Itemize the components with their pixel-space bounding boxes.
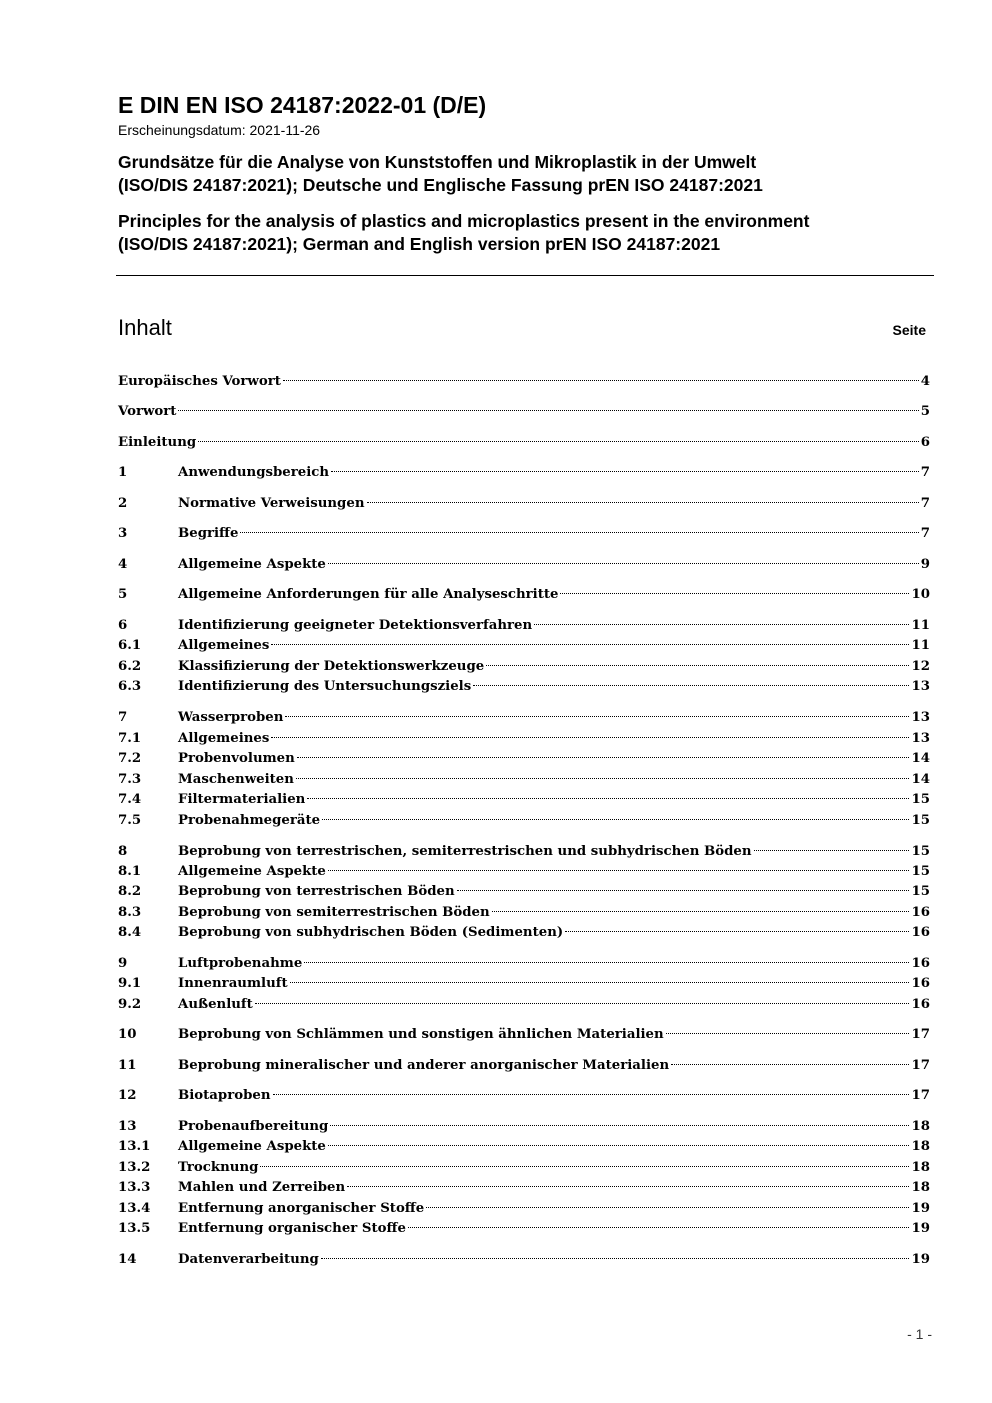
toc-entry-title: Innenraumluft: [178, 976, 288, 991]
toc-entry-title: Maschenweiten: [178, 772, 294, 787]
toc-entry-title: Allgemeines: [178, 638, 270, 653]
toc-entry-title: Einleitung: [118, 435, 197, 450]
toc-dot-leader: [304, 962, 909, 963]
toc-entry-title: Probenvolumen: [178, 751, 295, 766]
toc-entry-title: Beprobung von terrestrischen, semiterrestrischen und subhydrischen Böden: [178, 844, 752, 859]
toc-dot-leader: [271, 737, 909, 738]
toc-entry[interactable]: [118, 1086, 930, 1106]
toc-entry-number: 5: [118, 587, 128, 602]
toc-entry-number: 14: [118, 1252, 137, 1267]
toc-dot-leader: [426, 1207, 909, 1208]
toc-entry-number: 9.1: [118, 976, 142, 991]
toc-entry-title: Luftprobenahme: [178, 956, 303, 971]
toc-entry-title: Allgemeine Aspekte: [178, 557, 326, 572]
toc-entry-page: 10: [911, 587, 930, 602]
toc-entry-number: 8.3: [118, 905, 142, 920]
toc-entry[interactable]: [118, 770, 930, 790]
toc-entry-page: 11: [911, 638, 930, 653]
toc-entry-page: 17: [911, 1027, 930, 1042]
toc-entry[interactable]: [118, 974, 930, 994]
toc-entry[interactable]: [118, 995, 930, 1015]
toc-entry-page: 13: [911, 710, 930, 725]
toc-entry-page: 15: [911, 864, 930, 879]
toc-dot-leader: [534, 624, 909, 625]
toc-dot-leader: [273, 1094, 910, 1095]
toc-dot-leader: [330, 1125, 909, 1126]
toc-entry-title: Probenaufbereitung: [178, 1119, 329, 1134]
toc-entry-page: 17: [911, 1088, 930, 1103]
toc-entry-number: 8.2: [118, 884, 142, 899]
toc-entry-page: 13: [911, 731, 930, 746]
toc-entry-title: Datenverarbeitung: [178, 1252, 319, 1267]
toc-entry-title: Außenluft: [178, 997, 253, 1012]
toc-entry-page: 9: [920, 557, 930, 572]
toc-entry-number: 9: [118, 956, 128, 971]
toc-entry-number: 13.5: [118, 1221, 151, 1236]
toc-entry-number: 2: [118, 496, 128, 511]
toc-entry[interactable]: [118, 1219, 930, 1239]
toc-entry-number: 7.4: [118, 792, 142, 807]
toc-entry-page: 18: [911, 1119, 930, 1134]
toc-dot-leader: [408, 1227, 910, 1228]
toc-entry[interactable]: [118, 1137, 930, 1157]
toc-dot-leader: [367, 502, 919, 503]
title-german: [118, 151, 933, 197]
toc-entry-page: 11: [911, 618, 930, 633]
toc-entry-page: 19: [911, 1221, 930, 1236]
title-english-line-1: Principles for the analysis of plastics and microplastics present in the environment: [118, 211, 810, 231]
toc-entry[interactable]: [118, 636, 930, 656]
toc-dot-leader: [328, 1145, 910, 1146]
toc-dot-leader: [328, 870, 910, 871]
toc-entry[interactable]: [118, 1199, 930, 1219]
document-header: [118, 90, 933, 256]
toc-entry[interactable]: [118, 923, 930, 943]
toc-entry-number: 6: [118, 618, 128, 633]
toc-dot-leader: [666, 1033, 910, 1034]
toc-entry-page: 15: [911, 884, 930, 899]
toc-entry-number: 12: [118, 1088, 137, 1103]
toc-dot-leader: [290, 982, 910, 983]
toc-dot-leader: [560, 593, 909, 594]
toc-dot-leader: [283, 380, 919, 381]
toc-entry-number: 7.5: [118, 813, 142, 828]
toc-entry-page: 14: [911, 751, 930, 766]
toc-dot-leader: [486, 665, 909, 666]
toc-entry-page: 6: [920, 435, 930, 450]
toc-entry[interactable]: [118, 1025, 930, 1045]
toc-dot-leader: [285, 716, 909, 717]
toc-entry[interactable]: [118, 1178, 930, 1198]
toc-entry[interactable]: [118, 402, 930, 422]
toc-dot-leader: [307, 798, 909, 799]
toc-entry-page: 18: [911, 1180, 930, 1195]
toc-entry-title: Anwendungsbereich: [178, 465, 330, 480]
publication-date: Erscheinungsdatum: 2021-11-26: [118, 122, 321, 138]
toc-entry[interactable]: [118, 1117, 930, 1137]
toc-dot-leader: [322, 819, 909, 820]
toc-entry[interactable]: [118, 463, 930, 483]
toc-entry[interactable]: [118, 862, 930, 882]
page-column-label: Seite: [892, 322, 926, 338]
toc-entry-page: 16: [911, 997, 930, 1012]
toc-entry[interactable]: [118, 677, 930, 697]
toc-entry-page: 18: [911, 1139, 930, 1154]
toc-entry-title: Beprobung von semiterrestrischen Böden: [178, 905, 490, 920]
toc-entry[interactable]: [118, 729, 930, 749]
toc-entry-number: 8: [118, 844, 128, 859]
toc-entry[interactable]: [118, 1250, 930, 1270]
toc-dot-leader: [297, 757, 910, 758]
toc-entry-title: Filtermaterialien: [178, 792, 306, 807]
toc-entry-number: 8.4: [118, 925, 142, 940]
toc-dot-leader: [473, 685, 909, 686]
title-english-line-2: (ISO/DIS 24187:2021); German and English version prEN ISO 24187:2021: [118, 234, 721, 254]
toc-entry-number: 13.3: [118, 1180, 151, 1195]
toc-entry-number: 7.1: [118, 731, 142, 746]
toc-dot-leader: [754, 850, 910, 851]
toc-dot-leader: [565, 931, 909, 932]
toc-entry-number: 6.1: [118, 638, 142, 653]
toc-entry-number: 8.1: [118, 864, 142, 879]
toc-entry-number: 7.3: [118, 772, 142, 787]
toc-entry[interactable]: [118, 954, 930, 974]
toc-entry-page: 7: [920, 465, 930, 480]
toc-entry-title: Europäisches Vorwort: [118, 374, 281, 389]
toc-entry-number: 6.2: [118, 659, 142, 674]
toc-entry-page: 16: [911, 925, 930, 940]
toc-entry[interactable]: [118, 585, 930, 605]
toc-entry-page: 19: [911, 1201, 930, 1216]
toc-entry-number: 9.2: [118, 997, 142, 1012]
toc-entry-title: Mahlen und Zerreiben: [178, 1180, 346, 1195]
title-english: [118, 210, 933, 256]
toc-entry-title: Beprobung von Schlämmen und sonstigen ähnlichen Materialien: [178, 1027, 664, 1042]
toc-dot-leader: [347, 1186, 909, 1187]
toc-entry[interactable]: [118, 555, 930, 575]
toc-entry-title: Beprobung von terrestrischen Böden: [178, 884, 455, 899]
toc-entry-page: 16: [911, 976, 930, 991]
toc-entry[interactable]: [118, 749, 930, 769]
toc-dot-leader: [255, 1003, 910, 1004]
toc-entry-title: Allgemeine Anforderungen für alle Analyseschritte: [178, 587, 559, 602]
toc-entry-page: 16: [911, 905, 930, 920]
toc-entry[interactable]: [118, 842, 930, 862]
toc-dot-leader: [321, 1258, 910, 1259]
toc-entry-title: Allgemeine Aspekte: [178, 864, 326, 879]
toc-entry-number: 7: [118, 710, 128, 725]
toc-header: [118, 313, 926, 345]
toc-entry[interactable]: [118, 494, 930, 514]
page-number: - 1 -: [907, 1326, 932, 1342]
toc-entry-title: Entfernung anorganischer Stoffe: [178, 1201, 425, 1216]
toc-entry-page: 14: [911, 772, 930, 787]
toc-entry[interactable]: [118, 372, 930, 392]
toc-dot-leader: [178, 410, 918, 411]
toc-entry-page: 16: [911, 956, 930, 971]
toc-entry-title: Allgemeine Aspekte: [178, 1139, 326, 1154]
toc-entry[interactable]: [118, 903, 930, 923]
toc-entry-page: 15: [911, 844, 930, 859]
toc-entry-page: 19: [911, 1252, 930, 1267]
toc-entry-title: Probenahmegeräte: [178, 813, 321, 828]
toc-entry[interactable]: [118, 882, 930, 902]
toc-dot-leader: [198, 441, 919, 442]
toc-entry-title: Entfernung organischer Stoffe: [178, 1221, 406, 1236]
toc-entry-number: 10: [118, 1027, 137, 1042]
toc-entry-page: 17: [911, 1058, 930, 1073]
toc-dot-leader: [328, 563, 919, 564]
toc-entry-title: Vorwort: [118, 404, 177, 419]
toc-entry-title: Identifizierung geeigneter Detektionsverfahren: [178, 618, 533, 633]
toc-entry-number: 13: [118, 1119, 137, 1134]
toc-entry-number: 1: [118, 465, 128, 480]
toc-entry-title: Allgemeines: [178, 731, 270, 746]
toc-entry-page: 12: [911, 659, 930, 674]
toc-entry[interactable]: [118, 657, 930, 677]
toc-entry-title: Wasserproben: [178, 710, 284, 725]
toc-dot-leader: [457, 890, 910, 891]
toc-entry-number: 11: [118, 1058, 137, 1073]
toc-entry[interactable]: [118, 790, 930, 810]
document-id: E DIN EN ISO 24187:2022-01 (D/E): [118, 92, 487, 118]
toc-entry-page: 7: [920, 526, 930, 541]
toc-entry[interactable]: [118, 811, 930, 831]
toc-dot-leader: [271, 644, 909, 645]
toc-entry-page: 5: [920, 404, 930, 419]
toc-entry[interactable]: [118, 708, 930, 728]
toc-entry-title: Identifizierung des Untersuchungsziels: [178, 679, 472, 694]
toc-entry[interactable]: [118, 616, 930, 636]
toc-dot-leader: [671, 1064, 909, 1065]
title-german-line-1: Grundsätze für die Analyse von Kunststoffen und Mikroplastik in der Umwelt: [118, 152, 757, 172]
header-divider: [116, 275, 934, 276]
toc-entry[interactable]: [118, 1056, 930, 1076]
toc-dot-leader: [260, 1166, 909, 1167]
toc-entry-page: 7: [920, 496, 930, 511]
toc-heading: Inhalt: [118, 315, 172, 340]
toc-entry-number: 3: [118, 526, 128, 541]
toc-entry[interactable]: [118, 433, 930, 453]
toc-entry-page: 15: [911, 813, 930, 828]
toc-entry-title: Normative Verweisungen: [178, 496, 365, 511]
toc-entry-title: Beprobung mineralischer und anderer anorganischer Materialien: [178, 1058, 670, 1073]
toc-entry-title: Trocknung: [178, 1160, 259, 1175]
toc-entry-number: 13.1: [118, 1139, 151, 1154]
toc-dot-leader: [331, 471, 919, 472]
toc-dot-leader: [240, 532, 918, 533]
title-german-line-2: (ISO/DIS 24187:2021); Deutsche und Englische Fassung prEN ISO 24187:2021: [118, 175, 763, 195]
toc-entry-page: 15: [911, 792, 930, 807]
toc-entry-number: 4: [118, 557, 128, 572]
toc-entry-title: Klassifizierung der Detektionswerkzeuge: [178, 659, 485, 674]
toc-entry-number: 13.2: [118, 1160, 151, 1175]
toc-entry-page: 18: [911, 1160, 930, 1175]
toc-dot-leader: [492, 911, 910, 912]
toc-entry-title: Beprobung von subhydrischen Böden (Sedimenten): [178, 925, 564, 940]
toc-entry-number: 6.3: [118, 679, 142, 694]
toc-entry[interactable]: [118, 524, 930, 544]
toc-entry-title: Begriffe: [178, 526, 239, 541]
toc-entry[interactable]: [118, 1158, 930, 1178]
toc-entry-title: Biotaproben: [178, 1088, 271, 1103]
toc-entry-number: 13.4: [118, 1201, 151, 1216]
toc-dot-leader: [296, 778, 910, 779]
toc-entry-page: 13: [911, 679, 930, 694]
toc-entry-page: 4: [920, 374, 930, 389]
toc-entry-number: 7.2: [118, 751, 142, 766]
